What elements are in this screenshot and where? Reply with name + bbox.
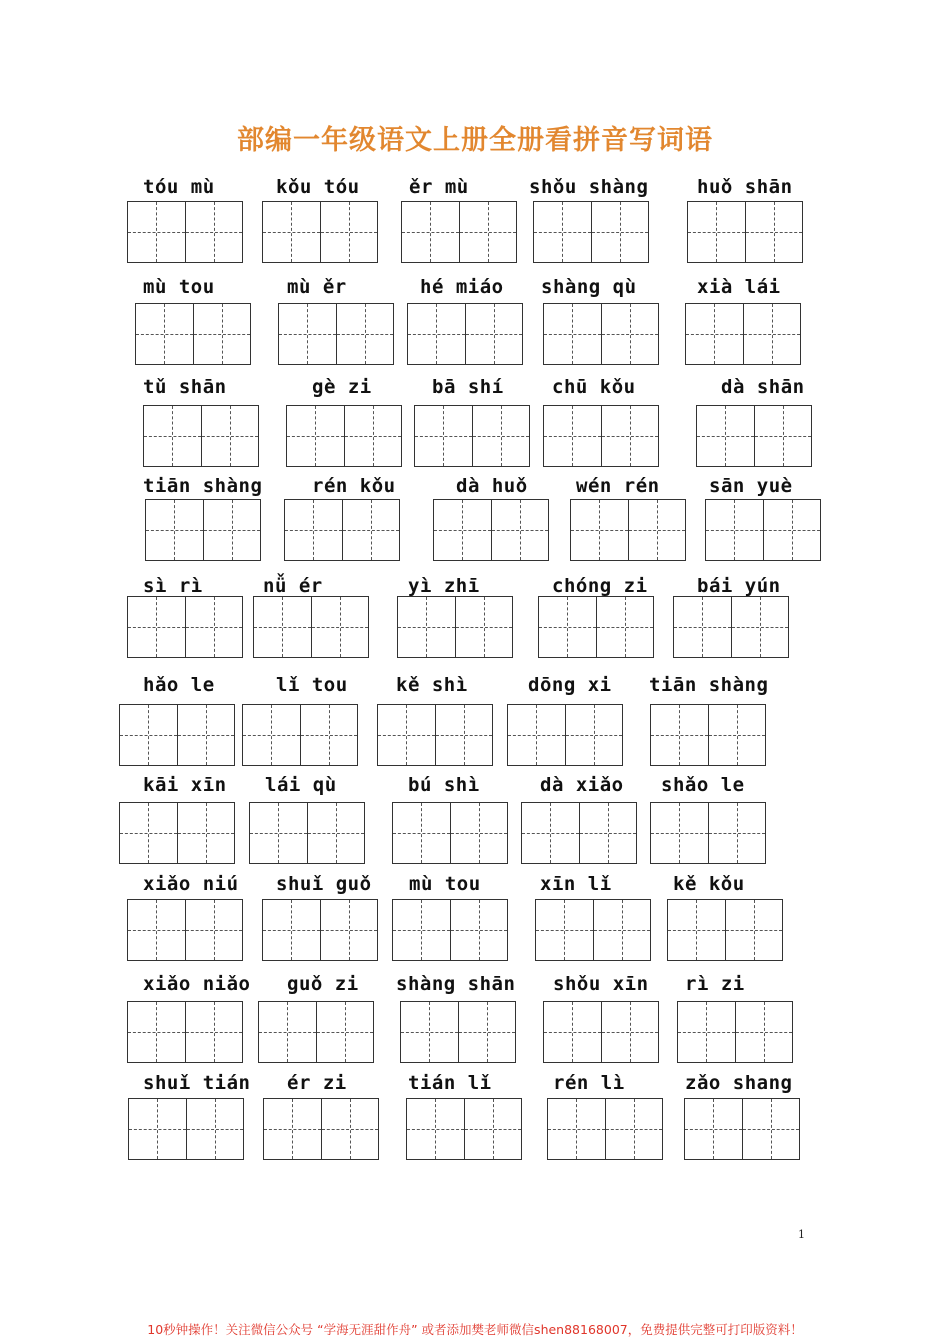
tian-grid-cell [674, 597, 731, 657]
pinyin-label: bái yún [697, 575, 781, 597]
tian-grid-cell [544, 1002, 601, 1062]
pinyin-label: dà shān [721, 376, 805, 398]
tian-grid-cell [459, 202, 517, 262]
tian-grid-cell [706, 500, 763, 560]
pinyin-label: huǒ shān [697, 176, 793, 198]
pinyin-label: bā shí [432, 376, 504, 398]
pinyin-label: dà huǒ [456, 475, 528, 497]
tian-grid-cell [548, 1099, 605, 1159]
tian-grid-cell [185, 900, 243, 960]
writing-box [667, 899, 783, 961]
writing-box [253, 596, 369, 658]
tian-grid-cell [185, 202, 243, 262]
tian-grid-cell [628, 500, 686, 560]
writing-box [401, 201, 517, 263]
pinyin-label: rì zi [685, 973, 745, 995]
writing-box [377, 704, 493, 766]
tian-grid-cell [128, 900, 185, 960]
writing-box [143, 405, 259, 467]
writing-box [685, 303, 801, 365]
tian-grid-cell [407, 1099, 464, 1159]
writing-box [397, 596, 513, 658]
tian-grid-cell [544, 406, 601, 466]
writing-box [127, 1001, 243, 1063]
writing-box [543, 1001, 659, 1063]
pinyin-label: tián lǐ [408, 1072, 492, 1094]
tian-grid-cell [128, 1002, 185, 1062]
writing-box [677, 1001, 793, 1063]
writing-box [570, 499, 686, 561]
pinyin-label: tóu mù [143, 176, 215, 198]
writing-box [249, 802, 365, 864]
tian-grid-cell [434, 500, 491, 560]
tian-grid-cell [593, 900, 651, 960]
pinyin-label: tiān shàng [649, 674, 769, 696]
tian-grid-cell [285, 500, 342, 560]
pinyin-label: gè zi [312, 376, 372, 398]
tian-grid-cell [596, 597, 654, 657]
writing-box [687, 201, 803, 263]
tian-grid-cell [185, 597, 243, 657]
pinyin-label: mù tou [143, 276, 215, 298]
tian-grid-cell [472, 406, 530, 466]
tian-grid-cell [450, 803, 508, 863]
tian-grid-cell [708, 803, 766, 863]
tian-grid-cell [177, 705, 235, 765]
writing-box [650, 704, 766, 766]
tian-grid-cell [735, 1002, 793, 1062]
tian-grid-cell [146, 500, 203, 560]
tian-grid-cell [193, 304, 251, 364]
tian-grid-cell [601, 406, 659, 466]
tian-grid-cell [344, 406, 402, 466]
writing-box [284, 499, 400, 561]
pinyin-label: mù ěr [287, 276, 347, 298]
tian-grid-cell [605, 1099, 663, 1159]
writing-box [684, 1098, 800, 1160]
pinyin-label: shǒu shàng [529, 176, 649, 198]
tian-grid-cell [745, 202, 803, 262]
writing-box [407, 303, 523, 365]
tian-grid-cell [401, 1002, 458, 1062]
tian-grid-cell [120, 803, 177, 863]
writing-box [533, 201, 649, 263]
pinyin-label: lǐ tou [276, 674, 348, 696]
pinyin-label: xīn lǐ [540, 873, 612, 895]
pinyin-label: xiǎo niú [143, 873, 239, 895]
writing-box [262, 899, 378, 961]
tian-grid-cell [536, 900, 593, 960]
pinyin-label: mù tou [409, 873, 481, 895]
tian-grid-cell [544, 304, 601, 364]
writing-box [406, 1098, 522, 1160]
tian-grid-cell [307, 803, 365, 863]
pinyin-label: xià lái [697, 276, 781, 298]
pinyin-label: dà xiǎo [540, 774, 624, 796]
tian-grid-cell [408, 304, 465, 364]
pinyin-label: bú shì [408, 774, 480, 796]
tian-grid-cell [321, 1099, 379, 1159]
tian-grid-cell [287, 406, 344, 466]
tian-grid-cell [464, 1099, 522, 1159]
writing-box [286, 405, 402, 467]
writing-box [433, 499, 549, 561]
writing-box [242, 704, 358, 766]
tian-grid-cell [398, 597, 455, 657]
writing-box [392, 802, 508, 864]
pinyin-label: hé miáo [420, 276, 504, 298]
writing-box [119, 704, 235, 766]
tian-grid-cell [725, 900, 783, 960]
pinyin-label: ér zi [287, 1072, 347, 1094]
tian-grid-cell [129, 1099, 186, 1159]
writing-box [392, 899, 508, 961]
page-title: 部编一年级语文上册全册看拼音写词语 [237, 125, 713, 156]
tian-grid-cell [393, 803, 450, 863]
tian-grid-cell [651, 705, 708, 765]
tian-grid-cell [177, 803, 235, 863]
tian-grid-cell [128, 202, 185, 262]
pinyin-label: zǎo shang [685, 1072, 793, 1094]
tian-grid-cell [415, 406, 472, 466]
tian-grid-cell [686, 304, 743, 364]
writing-box [400, 1001, 516, 1063]
tian-grid-cell [565, 705, 623, 765]
tian-grid-cell [754, 406, 812, 466]
pinyin-label: yì zhī [408, 575, 480, 597]
writing-box [258, 1001, 374, 1063]
tian-grid-cell [136, 304, 193, 364]
tian-grid-cell [311, 597, 369, 657]
tian-grid-cell [450, 900, 508, 960]
pinyin-label: shǎo le [661, 774, 745, 796]
writing-box [127, 899, 243, 961]
writing-box [547, 1098, 663, 1160]
writing-box [127, 201, 243, 263]
tian-grid-cell [263, 202, 320, 262]
pinyin-label: tiān shàng [143, 475, 263, 497]
tian-grid-cell [300, 705, 358, 765]
pinyin-label: hǎo le [143, 674, 215, 696]
tian-grid-cell [402, 202, 459, 262]
tian-grid-cell [465, 304, 523, 364]
pinyin-label: shàng qù [541, 276, 637, 298]
tian-grid-cell [264, 1099, 321, 1159]
tian-grid-cell [259, 1002, 316, 1062]
tian-grid-cell [668, 900, 725, 960]
writing-box [278, 303, 394, 365]
tian-grid-cell [534, 202, 591, 262]
pinyin-label: rén lì [553, 1072, 625, 1094]
tian-grid-cell [678, 1002, 735, 1062]
pinyin-label: chóng zi [552, 575, 648, 597]
pinyin-label: shàng shān [396, 973, 516, 995]
tian-grid-cell [120, 705, 177, 765]
pinyin-label: kāi xīn [143, 774, 227, 796]
tian-grid-cell [336, 304, 394, 364]
pinyin-label: shuǐ guǒ [276, 873, 372, 895]
pinyin-label: kě kǒu [673, 873, 745, 895]
pinyin-label: dōng xi [528, 674, 612, 696]
tian-grid-cell [393, 900, 450, 960]
tian-grid-cell [522, 803, 579, 863]
tian-grid-cell [763, 500, 821, 560]
writing-box [543, 303, 659, 365]
tian-grid-cell [320, 900, 378, 960]
pinyin-label: sì rì [143, 575, 203, 597]
writing-box [135, 303, 251, 365]
tian-grid-cell [579, 803, 637, 863]
pinyin-label: tǔ shān [143, 376, 227, 398]
writing-box [507, 704, 623, 766]
tian-grid-cell [742, 1099, 800, 1159]
tian-grid-cell [685, 1099, 742, 1159]
pinyin-label: chū kǒu [552, 376, 636, 398]
pinyin-label: sān yuè [709, 475, 793, 497]
tian-grid-cell [186, 1099, 244, 1159]
tian-grid-cell [203, 500, 261, 560]
tian-grid-cell [254, 597, 311, 657]
tian-grid-cell [508, 705, 565, 765]
tian-grid-cell [201, 406, 259, 466]
tian-grid-cell [539, 597, 596, 657]
tian-grid-cell [601, 304, 659, 364]
writing-box [535, 899, 651, 961]
tian-grid-cell [708, 705, 766, 765]
tian-grid-cell [455, 597, 513, 657]
pinyin-label: ěr mù [409, 176, 469, 198]
writing-box [119, 802, 235, 864]
tian-grid-cell [263, 900, 320, 960]
writing-box [414, 405, 530, 467]
writing-box [673, 596, 789, 658]
tian-grid-cell [688, 202, 745, 262]
tian-grid-cell [571, 500, 628, 560]
writing-box [127, 596, 243, 658]
page-number: 1 [798, 1228, 805, 1241]
writing-box [650, 802, 766, 864]
tian-grid-cell [458, 1002, 516, 1062]
tian-grid-cell [128, 597, 185, 657]
pinyin-label: shuǐ tián [143, 1072, 251, 1094]
writing-box [705, 499, 821, 561]
writing-box [521, 802, 637, 864]
tian-grid-cell [320, 202, 378, 262]
tian-grid-cell [144, 406, 201, 466]
pinyin-label: wén rén [576, 475, 660, 497]
writing-box [145, 499, 261, 561]
tian-grid-cell [731, 597, 789, 657]
writing-box [128, 1098, 244, 1160]
tian-grid-cell [279, 304, 336, 364]
tian-grid-cell [342, 500, 400, 560]
tian-grid-cell [601, 1002, 659, 1062]
pinyin-label: kě shì [396, 674, 468, 696]
tian-grid-cell [651, 803, 708, 863]
tian-grid-cell [743, 304, 801, 364]
pinyin-label: lái qù [265, 774, 337, 796]
pinyin-label: guǒ zi [287, 973, 359, 995]
tian-grid-cell [435, 705, 493, 765]
tian-grid-cell [185, 1002, 243, 1062]
tian-grid-cell [591, 202, 649, 262]
tian-grid-cell [491, 500, 549, 560]
pinyin-label: xiǎo niǎo [143, 973, 251, 995]
pinyin-label: shǒu xīn [553, 973, 649, 995]
pinyin-label: nǚ ér [263, 575, 323, 597]
writing-box [538, 596, 654, 658]
tian-grid-cell [697, 406, 754, 466]
tian-grid-cell [243, 705, 300, 765]
tian-grid-cell [316, 1002, 374, 1062]
pinyin-label: rén kǒu [312, 475, 396, 497]
writing-box [696, 405, 812, 467]
writing-box [262, 201, 378, 263]
writing-box [543, 405, 659, 467]
pinyin-label: kǒu tóu [276, 176, 360, 198]
writing-box [263, 1098, 379, 1160]
tian-grid-cell [378, 705, 435, 765]
tian-grid-cell [250, 803, 307, 863]
footer-note: 10秒钟操作！关注微信公众号 “学海无涯甜作舟” 或者添加樊老师微信shen88168007，免费提供完整可打印版资料！ [147, 1322, 803, 1337]
